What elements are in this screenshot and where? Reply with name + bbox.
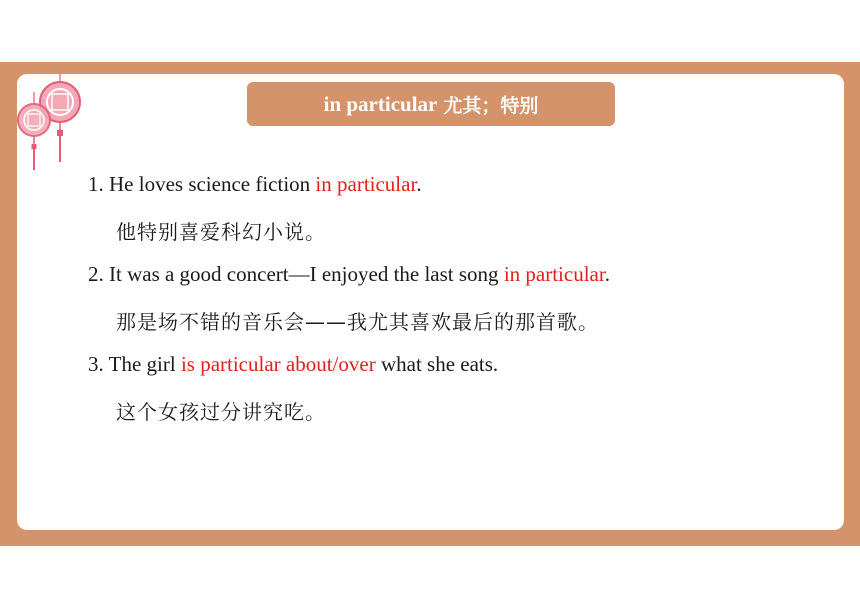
item-number: 1. [88,172,104,196]
example-sentence-2 [88,262,610,287]
item-number: 2. [88,262,104,286]
translation-3: 这个女孩过分讲究吃。 [116,400,326,424]
page-title [247,82,615,126]
title-chinese: 尤其；特别 [443,94,539,117]
example-sentence-1 [88,172,422,197]
sentence-text: It was a good concert—I enjoyed the last song [109,262,504,286]
translation-1: 他特别喜爱科幻小说。 [116,220,326,244]
example-sentence-3 [88,352,498,377]
highlighted-phrase: in particular [315,172,417,196]
title-english: in particular [323,91,438,116]
lantern-icon [12,72,84,172]
sentence-text: . [604,262,610,286]
translation-2: 那是场不错的音乐会——我尤其喜欢最后的那首歌。 [116,310,599,334]
sentence-text: The girl [108,352,181,376]
highlighted-phrase: is particular about/over [180,352,376,376]
content-card [17,74,844,530]
sentence-text: He loves science fiction [109,172,316,196]
sentence-text: . [416,172,422,196]
item-number: 3. [88,352,104,376]
sentence-text: what she eats. [375,352,499,376]
highlighted-phrase: in particular [503,262,605,286]
